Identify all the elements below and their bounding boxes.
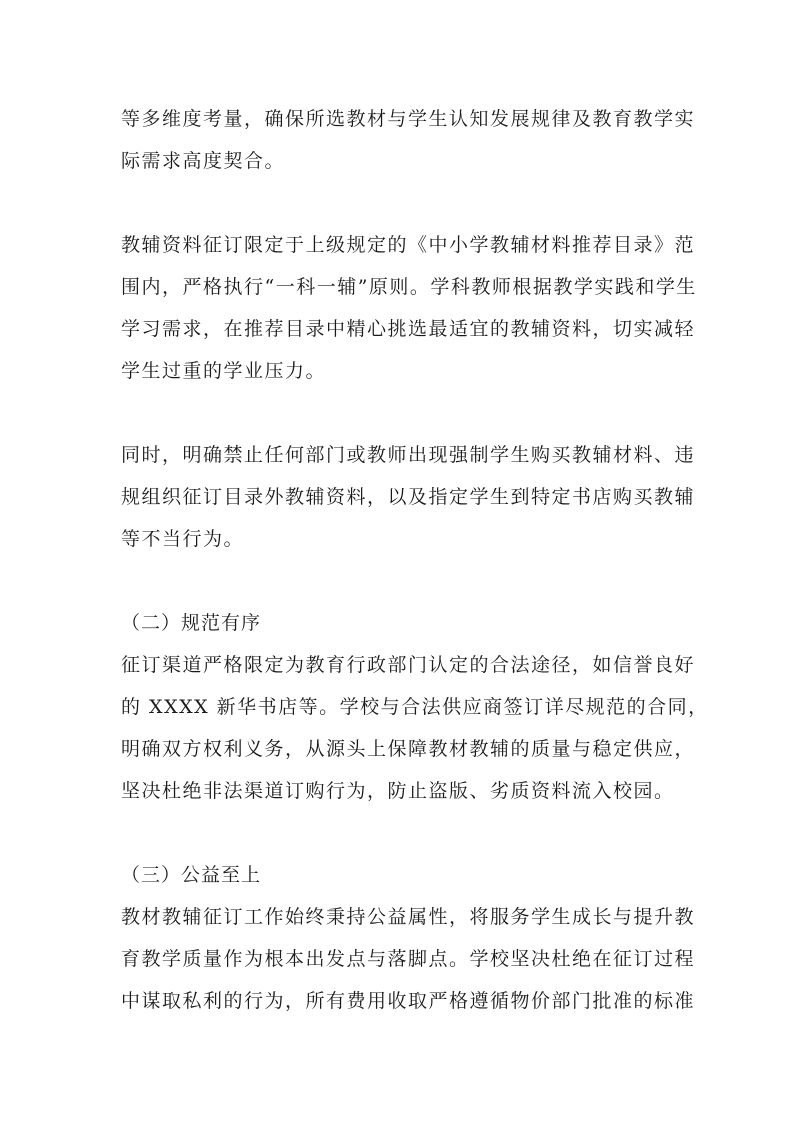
document-body	[121, 98, 709, 1022]
paragraph-line: 教材教辅征订工作始终秉持公益属性，将服务学生成长与提升教	[121, 906, 696, 928]
paragraph-line: 规组织征订目录外教辅资料，以及指定学生到特定书店购买教辅	[121, 486, 696, 508]
section-2	[121, 602, 709, 812]
paragraph-line: 等不当行为。	[121, 528, 245, 550]
paragraph-line: 围内，严格执行“一科一辅”原则。学科教师根据教学实践和学生	[121, 276, 697, 298]
paragraph-spacer	[121, 812, 681, 854]
section-heading: （二）规范有序	[121, 612, 262, 634]
paragraph-line: 学习需求，在推荐目录中精心挑选最适宜的教辅资料，切实减轻	[121, 318, 696, 340]
paragraph-3	[121, 434, 696, 560]
paragraph-line: 征订渠道严格限定为教育行政部门认定的合法途径，如信誉良好	[121, 654, 696, 676]
paragraph-line: 明确双方权利义务，从源头上保障教材教辅的质量与稳定供应，	[121, 738, 696, 760]
paragraph-spacer	[121, 560, 681, 602]
section-heading: （三）公益至上	[121, 864, 262, 886]
paragraph-line: 教辅资料征订限定于上级规定的《中小学教辅材料推荐目录》范	[121, 234, 696, 256]
section-3	[121, 854, 696, 1022]
paragraph-line: 的 XXXX 新华书店等。学校与合法供应商签订详尽规范的合同，	[121, 696, 709, 718]
paragraph-line: 坚决杜绝非法渠道订购行为，防止盗版、劣质资料流入校园。	[121, 780, 675, 802]
paragraph-line: 育教学质量作为根本出发点与落脚点。学校坚决杜绝在征订过程	[121, 948, 696, 970]
paragraph-line: 等多维度考量，确保所选教材与学生认知发展规律及教育教学实	[121, 108, 696, 130]
paragraph-line: 学生过重的学业压力。	[121, 360, 327, 382]
paragraph-spacer	[121, 392, 681, 434]
paragraph-line: 际需求高度契合。	[121, 150, 286, 172]
paragraph-2	[121, 224, 697, 392]
paragraph-spacer	[121, 182, 681, 224]
paragraph-line: 中谋取私利的行为，所有费用收取严格遵循物价部门批准的标准	[121, 990, 696, 1012]
paragraph-1	[121, 98, 696, 182]
paragraph-line: 同时，明确禁止任何部门或教师出现强制学生购买教辅材料、违	[121, 444, 696, 466]
